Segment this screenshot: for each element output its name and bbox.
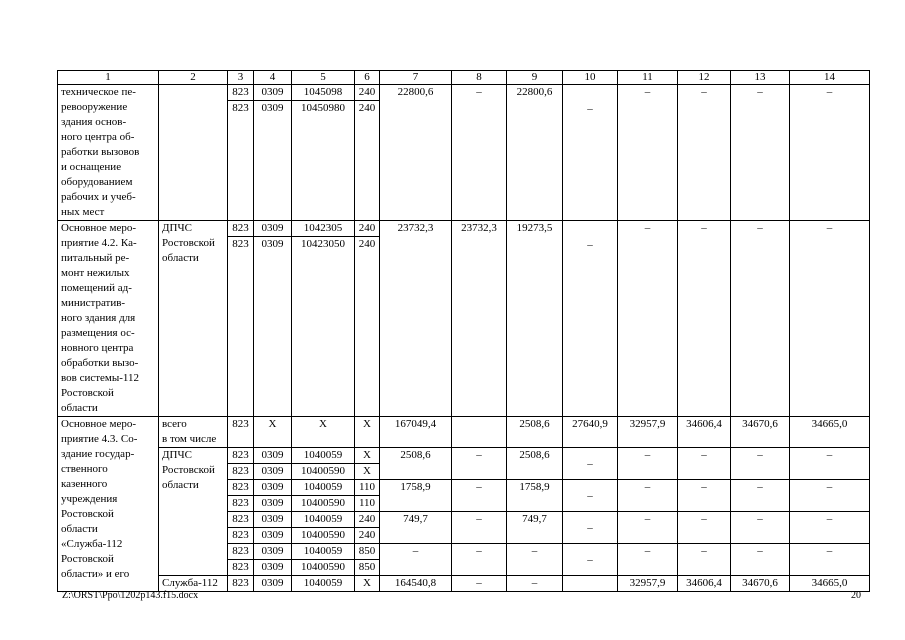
code-cell: 823	[228, 101, 254, 221]
column-header-9: 9	[507, 71, 563, 85]
amount-cell: 34606,4	[678, 417, 731, 448]
code-cell: 823	[228, 560, 254, 576]
code-cell: 823	[228, 544, 254, 560]
amount-cell: 2508,6	[380, 448, 452, 480]
measure-name: техническое пе- ревооружение здания основ- ного центра об- работки вызовов и оснащение оборудованием рабочих и учеб- ных мест	[58, 85, 159, 221]
amount-cell: 32957,9	[618, 417, 678, 448]
code-cell: 0309	[254, 221, 292, 237]
column-header-2: 2	[159, 71, 228, 85]
code-cell: 823	[228, 237, 254, 417]
code-cell: 10400590	[292, 528, 355, 544]
amount-cell: 2508,6	[507, 448, 563, 480]
code-cell: 240	[355, 221, 380, 237]
amount-cell: 19273,5	[507, 221, 563, 417]
amount-cell: –	[790, 221, 870, 417]
footer-file-path: Z:\ORST\Ppo\1202p143.f15.docx	[62, 590, 199, 601]
code-cell: 823	[228, 512, 254, 528]
amount-cell: –	[731, 85, 790, 221]
table-row	[58, 448, 870, 464]
code-cell: 823	[228, 528, 254, 544]
code-cell: 0309	[254, 85, 292, 101]
code-cell: X	[355, 417, 380, 448]
code-cell: 240	[355, 528, 380, 544]
code-cell: 10400590	[292, 464, 355, 480]
table-row	[58, 221, 870, 237]
code-cell: 823	[228, 448, 254, 464]
column-header-5: 5	[292, 71, 355, 85]
amount-cell: 34670,6	[731, 576, 790, 592]
amount-cell: 749,7	[507, 512, 563, 544]
table-row	[58, 417, 870, 448]
code-cell: 240	[355, 101, 380, 221]
code-cell: 0309	[254, 464, 292, 480]
code-cell: 240	[355, 512, 380, 528]
code-cell: 0309	[254, 560, 292, 576]
amount-cell	[452, 417, 507, 448]
code-cell: 110	[355, 496, 380, 512]
measure-name: Основное меро- приятие 4.2. Ка- питальный ре- монт нежилых помещений ад- министратив- ного здания для размещения ос- новного центра обработки вызо- вов системы-112 Ростовской области	[58, 221, 159, 417]
executor: Служба-112	[159, 576, 228, 592]
amount-cell: –	[678, 85, 731, 221]
column-header-12: 12	[678, 71, 731, 85]
amount-cell: –	[618, 512, 678, 544]
amount-cell: 23732,3	[380, 221, 452, 417]
column-header-1: 1	[58, 71, 159, 85]
amount-cell: –	[507, 544, 563, 576]
amount-cell: 34606,4	[678, 576, 731, 592]
code-cell: 0309	[254, 576, 292, 592]
code-cell: 240	[355, 85, 380, 101]
amount-cell: –	[731, 448, 790, 480]
amount-cell: –	[452, 480, 507, 512]
budget-table	[57, 70, 870, 592]
amount-cell: 1758,9	[380, 480, 452, 512]
amount-cell: –	[618, 221, 678, 417]
code-cell: 823	[228, 480, 254, 496]
code-cell: 0309	[254, 528, 292, 544]
code-cell: X	[355, 576, 380, 592]
amount-cell: –	[452, 448, 507, 480]
amount-cell: –	[618, 480, 678, 512]
code-cell: 823	[228, 464, 254, 480]
code-cell: 240	[355, 237, 380, 417]
amount-cell: –	[731, 544, 790, 576]
amount-cell: –	[563, 512, 618, 544]
code-cell: 1045098	[292, 85, 355, 101]
amount-cell: 23732,3	[452, 221, 507, 417]
amount-cell: 2508,6	[507, 417, 563, 448]
amount-cell: –	[790, 544, 870, 576]
code-cell: X	[355, 464, 380, 480]
amount-cell: –	[678, 221, 731, 417]
amount-cell: –	[563, 480, 618, 512]
amount-cell: –	[380, 544, 452, 576]
amount-cell: –	[678, 544, 731, 576]
amount-cell: –	[563, 448, 618, 480]
amount-cell: 1758,9	[507, 480, 563, 512]
code-cell: 823	[228, 85, 254, 101]
code-cell: 850	[355, 544, 380, 560]
amount-cell: –	[678, 480, 731, 512]
amount-cell: –	[452, 576, 507, 592]
amount-cell: 32957,9	[618, 576, 678, 592]
code-cell: 10450980	[292, 101, 355, 221]
code-cell: X	[254, 417, 292, 448]
amount-cell: –	[731, 221, 790, 417]
code-cell: 1042305	[292, 221, 355, 237]
code-cell: 823	[228, 417, 254, 448]
amount-cell: –	[618, 85, 678, 221]
column-header-11: 11	[618, 71, 678, 85]
code-cell: 1040059	[292, 448, 355, 464]
amount-cell: –	[618, 448, 678, 480]
amount-cell: 27640,9	[563, 417, 618, 448]
code-cell: 1040059	[292, 576, 355, 592]
code-cell: 0309	[254, 512, 292, 528]
code-cell: 823	[228, 221, 254, 237]
amount-cell: –	[452, 85, 507, 221]
amount-cell: 22800,6	[507, 85, 563, 221]
amount-cell: –	[731, 512, 790, 544]
amount-cell: 22800,6	[380, 85, 452, 221]
amount-cell	[563, 576, 618, 592]
amount-cell: –	[452, 544, 507, 576]
measure-name: Основное меро- приятие 4.3. Со- здание государ- ственного казенного учреждения Ростовской области «Служба-112 Ростовской области» и его	[58, 417, 159, 592]
code-cell: 10423050	[292, 237, 355, 417]
code-cell: 0309	[254, 480, 292, 496]
column-header-4: 4	[254, 71, 292, 85]
amount-cell: 34670,6	[731, 417, 790, 448]
amount-cell: –	[790, 85, 870, 221]
amount-cell: –	[678, 448, 731, 480]
amount-cell: 164540,8	[380, 576, 452, 592]
code-cell: 0309	[254, 237, 292, 417]
code-cell: 110	[355, 480, 380, 496]
code-cell: 1040059	[292, 512, 355, 528]
amount-cell: –	[452, 512, 507, 544]
amount-cell: –	[790, 448, 870, 480]
amount-cell: 167049,4	[380, 417, 452, 448]
page-number: 20	[851, 590, 861, 601]
amount-cell: –	[731, 480, 790, 512]
code-cell: 0309	[254, 101, 292, 221]
amount-cell: 34665,0	[790, 576, 870, 592]
amount-cell: –	[563, 221, 618, 417]
table-row	[58, 85, 870, 101]
code-cell: 0309	[254, 496, 292, 512]
amount-cell: –	[790, 512, 870, 544]
amount-cell: –	[563, 85, 618, 221]
code-cell: 10400590	[292, 560, 355, 576]
column-header-8: 8	[452, 71, 507, 85]
executor: ДПЧС Ростовской области	[159, 448, 228, 576]
column-header-6: 6	[355, 71, 380, 85]
column-header-7: 7	[380, 71, 452, 85]
amount-cell: –	[563, 544, 618, 576]
code-cell: 1040059	[292, 544, 355, 560]
code-cell: X	[292, 417, 355, 448]
code-cell: 823	[228, 576, 254, 592]
amount-cell: –	[507, 576, 563, 592]
code-cell: 850	[355, 560, 380, 576]
amount-cell: –	[618, 544, 678, 576]
amount-cell: 34665,0	[790, 417, 870, 448]
table-header-row	[58, 71, 870, 85]
code-cell: 823	[228, 496, 254, 512]
column-header-13: 13	[731, 71, 790, 85]
code-cell: X	[355, 448, 380, 464]
column-header-3: 3	[228, 71, 254, 85]
column-header-10: 10	[563, 71, 618, 85]
amount-cell: 749,7	[380, 512, 452, 544]
amount-cell: –	[678, 512, 731, 544]
code-cell: 0309	[254, 448, 292, 464]
code-cell: 10400590	[292, 496, 355, 512]
column-header-14: 14	[790, 71, 870, 85]
amount-cell: –	[790, 480, 870, 512]
code-cell: 1040059	[292, 480, 355, 496]
executor	[159, 85, 228, 221]
code-cell: 0309	[254, 544, 292, 560]
executor: ДПЧС Ростовской области	[159, 221, 228, 417]
total-label: всего в том числе	[159, 417, 228, 448]
